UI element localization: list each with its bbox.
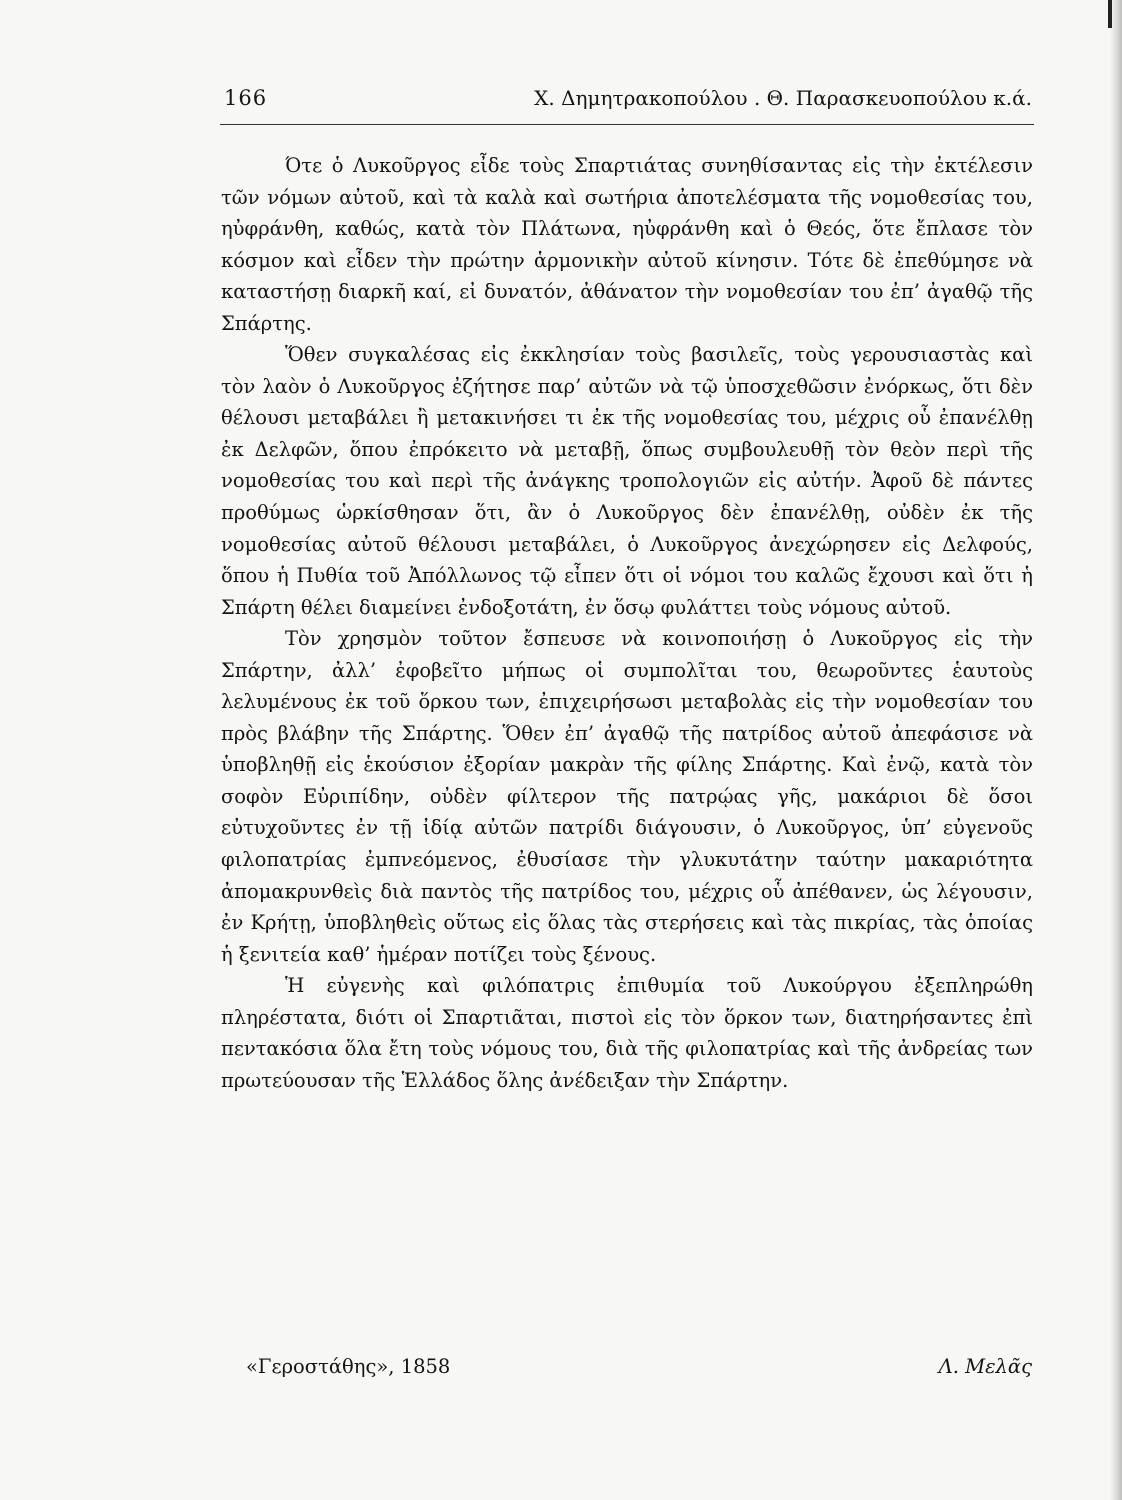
- paragraph-4: Ἡ εὐγενὴς καὶ φιλόπατρις ἐπιθυμία τοῦ Λυκούργου ἐξεπληρώθη πληρέστατα, διότι οἱ Σπαρτιᾶται, πιστοὶ εἰς τὸν ὅρκον των, διατηρήσαντες ἐπὶ πεντακόσια ὅλα ἔτη τοὺς νόμους του, διὰ τῆς φιλοπατρίας καὶ τῆς ἀνδρείας των πρωτεύουσαν τῆς Ἑλλάδος ὅλης ἀνέδειξαν τὴν Σπάρτην.: [221, 974, 1033, 1092]
- page-edge-shadow: [1110, 0, 1122, 1500]
- paragraph-1: Ότε ὁ Λυκοῦργος εἶδε τοὺς Σπαρτιάτας συνηθίσαντας εἰς τὴν ἐκτέλεσιν τῶν νόμων αὐτοῦ, καὶ τὰ καλὰ καὶ σωτήρια ἀποτελέσματα τῆς νομοθεσίας του, ηὐφράνθη, καθώς, κατὰ τὸν Πλάτωνα, ηὐφράνθη καὶ ὁ Θεός, ὅτε ἔπλασε τὸν κόσμον καὶ εἶδεν τὴν πρώτην ἁρμονικὴν αὐτοῦ κίνησιν. Τότε δὲ ἐπεθύμησε νὰ καταστήσῃ διαρκῆ καί, εἰ δυνατόν, ἀθάνατον τὴν νομοθεσίαν του ἐπ’ ἀγαθῷ τῆς Σπάρτης.: [221, 154, 1033, 335]
- header-rule: [220, 124, 1034, 125]
- page-number: 166: [224, 86, 268, 110]
- page-footer: [246, 1355, 1032, 1385]
- page-edge-mark: [1108, 0, 1112, 28]
- running-head: Χ. Δημητρακοπούλου . Θ. Παρασκευοπούλου κ.ά.: [534, 86, 1032, 110]
- author-signature: Λ. Μελᾶς: [938, 1355, 1032, 1378]
- paragraph-2: Ὅθεν συγκαλέσας εἰς ἐκκλησίαν τοὺς βασιλεῖς, τοὺς γερουσιαστὰς καὶ τὸν λαὸν ὁ Λυκοῦργος ἐζήτησε παρ’ αὐτῶν νὰ τῷ ὑποσχεθῶσιν ἐνόρκως, ὅτι δὲν θέλουσι μεταβάλει ἢ μετακινήσει τι ἐκ τῆς νομοθεσίας του, μέχρις οὗ ἐπανέλθῃ ἐκ Δελφῶν, ὅπου ἐπρόκειτο νὰ μεταβῇ, ὅπως συμβουλευθῇ τὸν θεὸν περὶ τῆς νομοθεσίας του καὶ περὶ τῆς ἀνάγκης τροπολογιῶν εἰς αὐτήν. Ἀφοῦ δὲ πάντες προθύμως ὡρκίσθησαν ὅτι, ἂν ὁ Λυκοῦργος δὲν ἐπανέλθῃ, οὐδὲν ἐκ τῆς νομοθεσίας αὐτοῦ θέλουσι μεταβάλει, ὁ Λυκοῦργος ἀνεχώρησεν εἰς Δελφούς, ὅπου ἡ Πυθία τοῦ Ἀπόλλωνος τῷ εἶπεν ὅτι οἱ νόμοι του καλῶς ἔχουσι καὶ ὅτι ἡ Σπάρτη θέλει διαμείνει ἐνδοξοτάτη, ἐν ὅσῳ φυλάττει τοὺς νόμους αὐτοῦ.: [221, 343, 1033, 619]
- paragraph-3: Τὸν χρησμὸν τοῦτον ἔσπευσε νὰ κοινοποιήσῃ ὁ Λυκοῦργος εἰς τὴν Σπάρτην, ἀλλ’ ἐφοβεῖτο μήπως οἱ συμπολῖται του, θεωροῦντες ἑαυτοὺς λελυμένους ἐκ τοῦ ὅρκου των, ἐπιχειρήσωσι μεταβολὰς εἰς τὴν νομοθεσίαν του πρὸς βλάβην τῆς Σπάρτης. Ὅθεν ἐπ’ ἀγαθῷ τῆς πατρίδος αὐτοῦ ἀπεφάσισε νὰ ὑποβληθῇ εἰς ἑκούσιον ἐξορίαν μακρὰν τῆς φίλης Σπάρτης. Καὶ ἐνῷ, κατὰ τὸν σοφὸν Εὐριπίδην, οὐδὲν φίλτερον τῆς πατρῴας γῆς, μακάριοι δὲ ὅσοι εὐτυχοῦντες ἐν τῇ ἰδίᾳ αὐτῶν πατρίδι διάγουσιν, ὁ Λυκοῦργος, ὑπ’ εὐγενοῦς φιλοπατρίας ἐμπνεόμενος, ἐθυσίασε τὴν γλυκυτάτην ταύτην μακαριότητα ἀπομακρυνθεὶς διὰ παντὸς τῆς πατρίδος του, μέχρις οὗ ἀπέθανεν, ὡς λέγουσιν, ἐν Κρήτῃ, ὑποβληθεὶς οὕτως εἰς ὅλας τὰς στερήσεις καὶ τὰς πικρίας, τὰς ὁποίας ἡ ξενιτεία καθ’ ἡμέραν ποτίζει τοὺς ξένους.: [221, 627, 1033, 966]
- page-header: [224, 86, 1032, 122]
- body-text: [221, 150, 1033, 1096]
- source-citation: «Γεροστάθης», 1858: [246, 1355, 451, 1378]
